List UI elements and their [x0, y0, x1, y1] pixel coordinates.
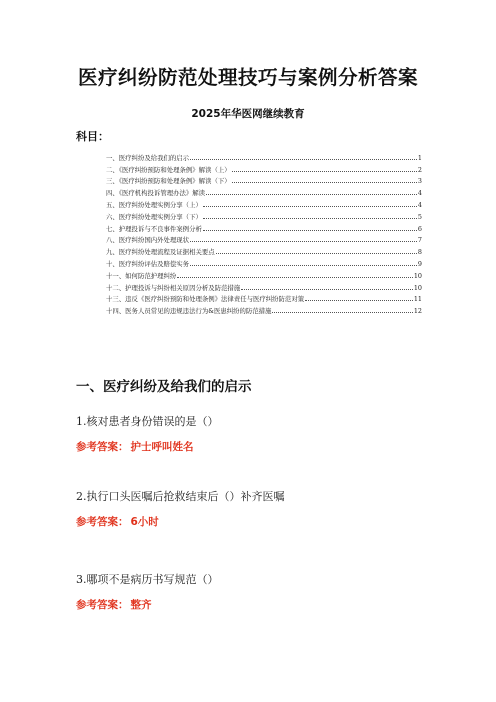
answer-1: [76, 439, 194, 454]
toc-entry-title: 十二、护理投诉与纠纷相关原因分析及防范措施: [106, 283, 241, 292]
toc-dot-leader: [216, 253, 417, 254]
toc-entry-page: 1: [417, 153, 422, 162]
toc-dot-leader: [190, 159, 417, 160]
toc-entry[interactable]: [106, 185, 422, 197]
toc-dot-leader: [272, 312, 412, 313]
toc-entry-title: 三、《医疗纠纷预防和处理条例》解读（下）: [106, 177, 231, 186]
toc-dot-leader: [203, 206, 417, 207]
toc-entry[interactable]: [106, 150, 422, 162]
toc-entry-page: 10: [413, 271, 422, 280]
toc-entry-page: 4: [417, 189, 422, 198]
answer-text: 整齐: [130, 599, 152, 611]
toc-dot-leader: [203, 218, 417, 219]
toc-entry-page: 5: [417, 212, 422, 221]
toc-entry[interactable]: [106, 174, 422, 186]
toc-entry-page: 8: [417, 248, 422, 257]
toc-entry[interactable]: [106, 209, 422, 221]
toc-entry-title: 九、医疗纠纷处理流程及证据相关要点: [106, 248, 215, 257]
toc-entry-page: 10: [413, 283, 422, 292]
toc-entry-page: 9: [417, 259, 422, 268]
toc-entry-page: 6: [417, 224, 422, 233]
toc-entry[interactable]: [106, 233, 422, 245]
table-of-contents: [106, 150, 422, 315]
toc-entry[interactable]: [106, 292, 422, 304]
toc-entry-title: 四、《医疗机构投诉管理办法》解读: [106, 189, 206, 198]
toc-entry-title: 十一、如何防范护理纠纷: [106, 271, 177, 280]
answer-label: 参考答案：: [76, 599, 129, 611]
toc-dot-leader: [203, 230, 417, 231]
toc-dot-leader: [190, 265, 417, 266]
document-subtitle: 2025年华医网继续教育: [191, 108, 305, 120]
question-3: 3.哪项不是病历书写规范（）: [76, 573, 219, 586]
toc-entry[interactable]: [106, 280, 422, 292]
answer-text: 护士呼叫姓名: [130, 441, 194, 453]
toc-entry-page: 2: [417, 165, 422, 174]
toc-entry-title: 六、医疗纠纷处理实例分享（下）: [106, 212, 202, 221]
toc-dot-leader: [305, 300, 413, 301]
toc-entry[interactable]: [106, 244, 422, 256]
toc-dot-leader: [241, 289, 413, 290]
toc-entry-title: 七、护理投诉与不良事件案例分析: [106, 224, 202, 233]
toc-entry[interactable]: [106, 162, 422, 174]
toc-entry-title: 五、医疗纠纷处理实例分享（上）: [106, 200, 202, 209]
answer-label: 参考答案：: [76, 516, 129, 528]
answer-label: 参考答案：: [76, 441, 129, 453]
toc-dot-leader: [190, 241, 417, 242]
toc-entry-page: 12: [413, 307, 422, 316]
section-heading: 一、医疗纠纷及给我们的启示: [76, 379, 252, 395]
answer-3: [76, 597, 152, 612]
toc-dot-leader: [232, 171, 417, 172]
toc-dot-leader: [177, 277, 413, 278]
toc-entry[interactable]: [106, 221, 422, 233]
toc-dot-leader: [232, 182, 417, 183]
toc-entry-title: 一、医疗纠纷及给我们的启示: [106, 153, 190, 162]
document-title: 医疗纠纷防范处理技巧与案例分析答案: [77, 66, 418, 89]
question-2: 2.执行口头医嘱后抢救结束后（）补齐医嘱: [76, 490, 285, 503]
toc-entry[interactable]: [106, 256, 422, 268]
answer-text: 6小时: [130, 516, 159, 528]
toc-dot-leader: [206, 194, 417, 195]
toc-entry-title: 八、医疗纠纷国内外处理现状: [106, 236, 190, 245]
toc-entry-title: 十、医疗纠纷评估及赔偿实务: [106, 259, 190, 268]
toc-entry-page: 7: [417, 236, 422, 245]
toc-heading: 科目：: [76, 130, 109, 143]
toc-entry-page: 11: [413, 295, 422, 304]
toc-entry-page: 4: [417, 200, 422, 209]
toc-entry-page: 3: [417, 177, 422, 186]
answer-2: [76, 514, 159, 529]
toc-entry[interactable]: [106, 268, 422, 280]
toc-entry[interactable]: [106, 303, 422, 315]
toc-entry-title: 十四、医务人员常见的违规违法行为&医患纠纷的防范措施: [106, 307, 272, 316]
question-1: 1.核对患者身份错误的是（）: [76, 415, 219, 428]
toc-entry-title: 二、《医疗纠纷预防和处理条例》解读（上）: [106, 165, 231, 174]
toc-entry-title: 十三、违反《医疗纠纷预防和处理条例》法律责任与医疗纠纷防范对策: [106, 295, 305, 304]
toc-entry[interactable]: [106, 197, 422, 209]
